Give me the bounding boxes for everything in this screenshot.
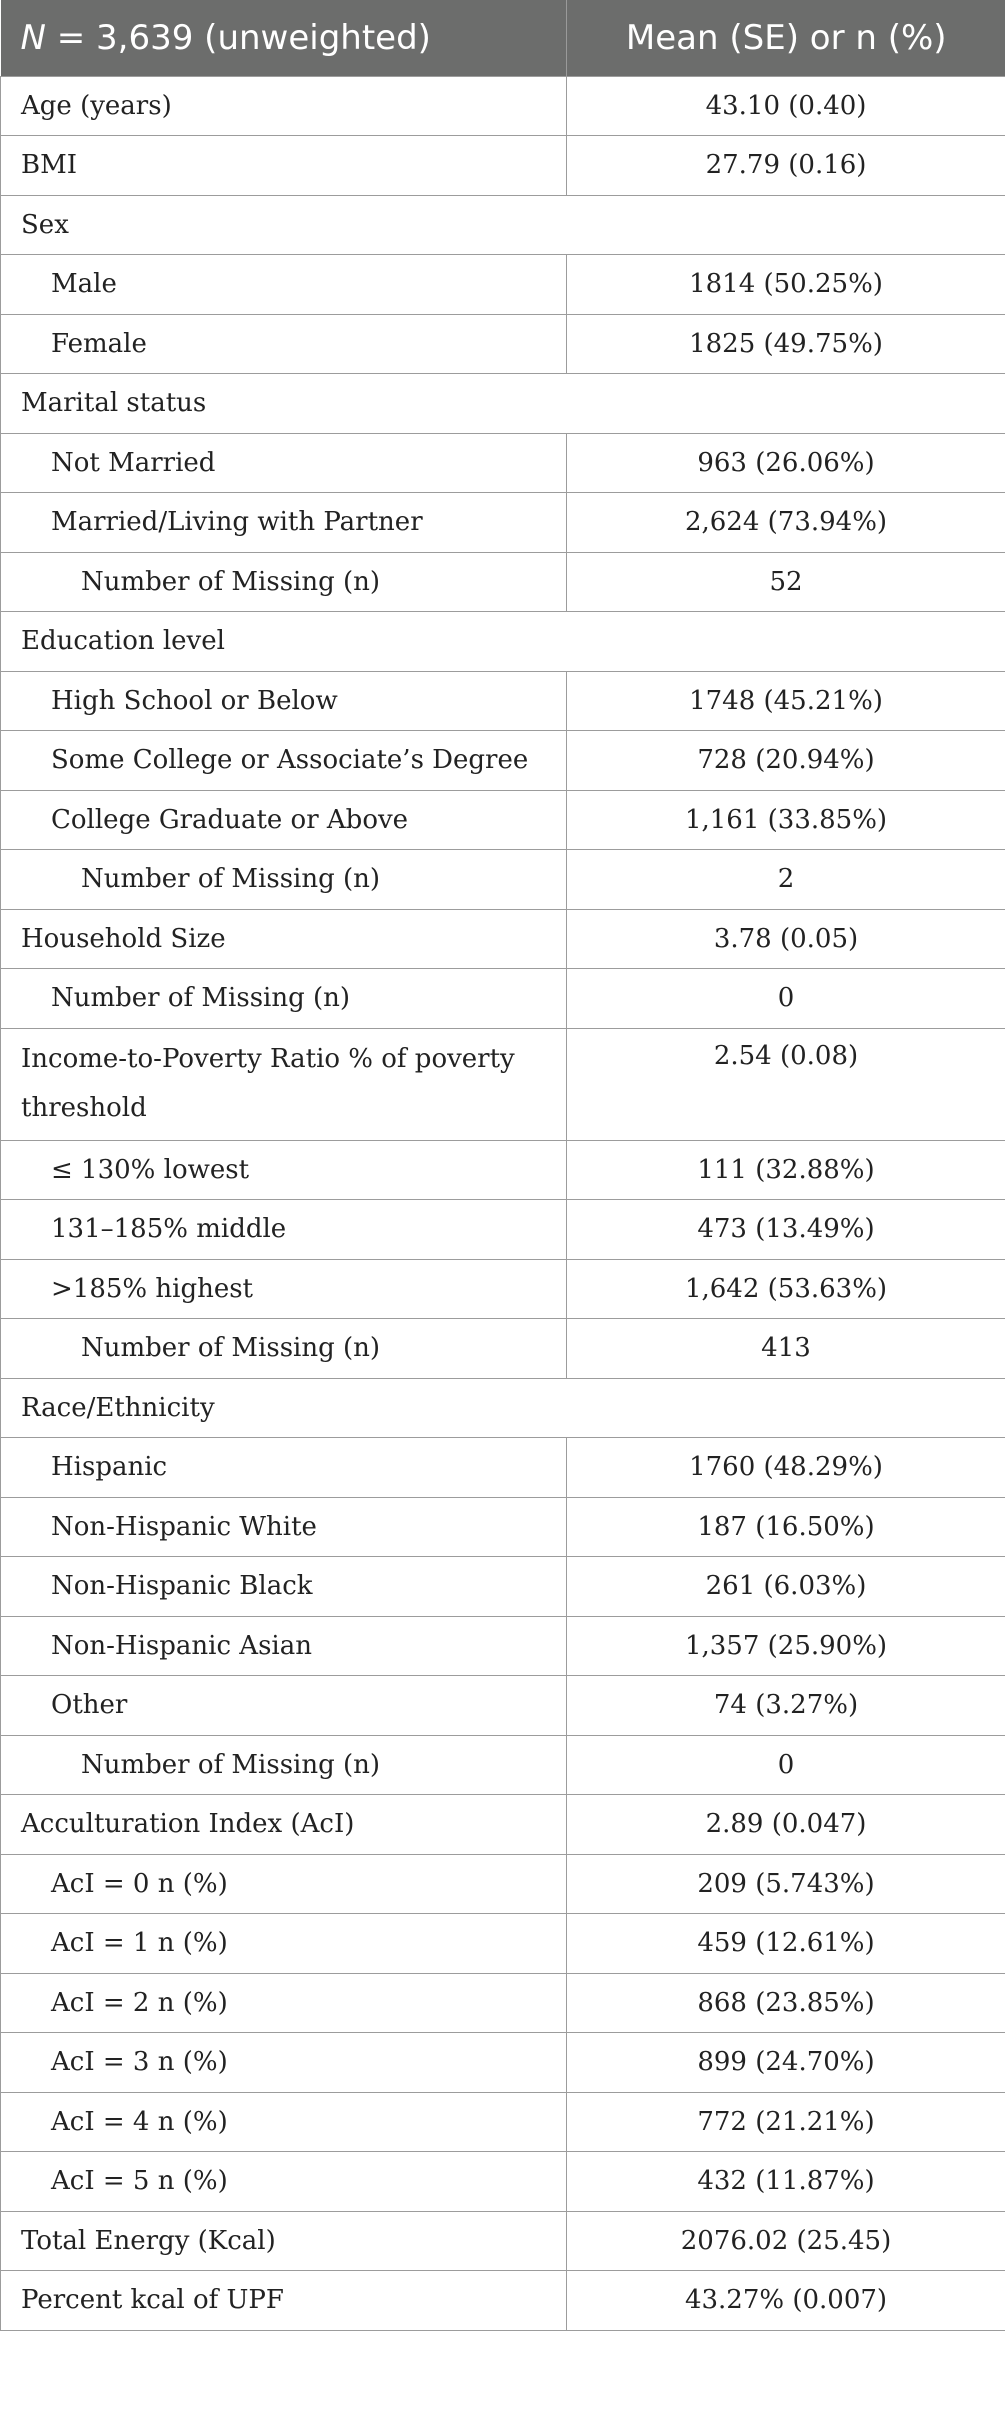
row-value: 2.89 (0.047) <box>567 1795 1005 1855</box>
row-label: Number of Missing (n) <box>1 1735 567 1795</box>
row-label: AcI = 1 n (%) <box>1 1914 567 1974</box>
row-value: 432 (11.87%) <box>567 2152 1005 2212</box>
row-value: 3.78 (0.05) <box>567 909 1005 969</box>
row-value: 1,642 (53.63%) <box>567 1259 1005 1319</box>
table-row <box>1 1200 1005 1260</box>
header-row <box>1 0 1005 76</box>
table-row <box>1 790 1005 850</box>
row-value: 1,357 (25.90%) <box>567 1616 1005 1676</box>
table-row <box>1 2271 1005 2331</box>
row-label: 131–185% middle <box>1 1200 567 1260</box>
row-value: 868 (23.85%) <box>567 1973 1005 2033</box>
header-n-italic: N <box>20 17 46 58</box>
table-body <box>1 76 1005 2330</box>
table-row <box>1 493 1005 553</box>
row-label: Some College or Associate’s Degree <box>1 731 567 791</box>
row-label: Number of Missing (n) <box>1 850 567 910</box>
table-row <box>1 731 1005 791</box>
table-row <box>1 1735 1005 1795</box>
row-label: ≤ 130% lowest <box>1 1140 567 1200</box>
row-label: Male <box>1 255 567 315</box>
row-value: 209 (5.743%) <box>567 1854 1005 1914</box>
table-section-row <box>1 1378 1005 1438</box>
table-row <box>1 1795 1005 1855</box>
row-label: AcI = 2 n (%) <box>1 1973 567 2033</box>
row-label: Age (years) <box>1 76 567 136</box>
row-label: Household Size <box>1 909 567 969</box>
row-label: Married/Living with Partner <box>1 493 567 553</box>
row-value: 2,624 (73.94%) <box>567 493 1005 553</box>
table-row <box>1 909 1005 969</box>
table-row <box>1 2092 1005 2152</box>
row-label: Income-to-Poverty Ratio % of poverty threshold <box>1 1028 567 1140</box>
table-row <box>1 1140 1005 1200</box>
row-label: Non-Hispanic Asian <box>1 1616 567 1676</box>
header-n-rest: = 3,639 (unweighted) <box>45 17 431 58</box>
row-value: 74 (3.27%) <box>567 1676 1005 1736</box>
row-label: AcI = 3 n (%) <box>1 2033 567 2093</box>
table-header <box>1 0 1005 76</box>
row-label: Hispanic <box>1 1438 567 1498</box>
table-row <box>1 2152 1005 2212</box>
row-label: Total Energy (Kcal) <box>1 2211 567 2271</box>
row-value: 413 <box>567 1319 1005 1379</box>
row-value: 772 (21.21%) <box>567 2092 1005 2152</box>
row-label: High School or Below <box>1 671 567 731</box>
row-value: 111 (32.88%) <box>567 1140 1005 1200</box>
row-label: Sex <box>1 195 1005 255</box>
row-value: 473 (13.49%) <box>567 1200 1005 1260</box>
row-label: Other <box>1 1676 567 1736</box>
row-value: 1814 (50.25%) <box>567 255 1005 315</box>
row-label: Number of Missing (n) <box>1 1319 567 1379</box>
table-row <box>1 1497 1005 1557</box>
row-label: Race/Ethnicity <box>1 1378 1005 1438</box>
row-value: 43.10 (0.40) <box>567 76 1005 136</box>
row-value: 2 <box>567 850 1005 910</box>
row-value: 43.27% (0.007) <box>567 2271 1005 2331</box>
table-row <box>1 255 1005 315</box>
table-row <box>1 1259 1005 1319</box>
row-label: Acculturation Index (AcI) <box>1 1795 567 1855</box>
table-row <box>1 136 1005 196</box>
table-row <box>1 1854 1005 1914</box>
table-section-row <box>1 612 1005 672</box>
row-value: 27.79 (0.16) <box>567 136 1005 196</box>
row-label: AcI = 0 n (%) <box>1 1854 567 1914</box>
table-row <box>1 2033 1005 2093</box>
table-row <box>1 671 1005 731</box>
row-label: Number of Missing (n) <box>1 552 567 612</box>
row-value: 1825 (49.75%) <box>567 314 1005 374</box>
row-label: College Graduate or Above <box>1 790 567 850</box>
table-row <box>1 2211 1005 2271</box>
table-row <box>1 314 1005 374</box>
row-value: 963 (26.06%) <box>567 433 1005 493</box>
row-value: 0 <box>567 969 1005 1029</box>
row-label: Number of Missing (n) <box>1 969 567 1029</box>
header-value: Mean (SE) or n (%) <box>567 0 1005 76</box>
table-row <box>1 1676 1005 1736</box>
row-value: 52 <box>567 552 1005 612</box>
header-sample-size <box>1 0 567 76</box>
table-section-row <box>1 374 1005 434</box>
row-label: AcI = 4 n (%) <box>1 2092 567 2152</box>
row-value: 899 (24.70%) <box>567 2033 1005 2093</box>
row-value: 1748 (45.21%) <box>567 671 1005 731</box>
row-value: 187 (16.50%) <box>567 1497 1005 1557</box>
table-row <box>1 1914 1005 1974</box>
row-label: Female <box>1 314 567 374</box>
table-row <box>1 1319 1005 1379</box>
row-label: Non-Hispanic Black <box>1 1557 567 1617</box>
row-value: 1,161 (33.85%) <box>567 790 1005 850</box>
row-label: Marital status <box>1 374 1005 434</box>
table-row <box>1 552 1005 612</box>
row-value: 261 (6.03%) <box>567 1557 1005 1617</box>
row-value: 1760 (48.29%) <box>567 1438 1005 1498</box>
table-row <box>1 969 1005 1029</box>
row-label: >185% highest <box>1 1259 567 1319</box>
row-label: Non-Hispanic White <box>1 1497 567 1557</box>
row-value: 459 (12.61%) <box>567 1914 1005 1974</box>
row-value: 0 <box>567 1735 1005 1795</box>
table-row <box>1 1557 1005 1617</box>
table-row <box>1 850 1005 910</box>
table-row <box>1 1616 1005 1676</box>
row-label: AcI = 5 n (%) <box>1 2152 567 2212</box>
row-label: BMI <box>1 136 567 196</box>
row-value: 728 (20.94%) <box>567 731 1005 791</box>
row-label: Percent kcal of UPF <box>1 2271 567 2331</box>
table-row <box>1 76 1005 136</box>
row-value: 2.54 (0.08) <box>567 1028 1005 1140</box>
table-row <box>1 1028 1005 1140</box>
row-value: 2076.02 (25.45) <box>567 2211 1005 2271</box>
row-label: Not Married <box>1 433 567 493</box>
row-label: Education level <box>1 612 1005 672</box>
table-section-row <box>1 195 1005 255</box>
table-row <box>1 1438 1005 1498</box>
table-row <box>1 433 1005 493</box>
table-row <box>1 1973 1005 2033</box>
